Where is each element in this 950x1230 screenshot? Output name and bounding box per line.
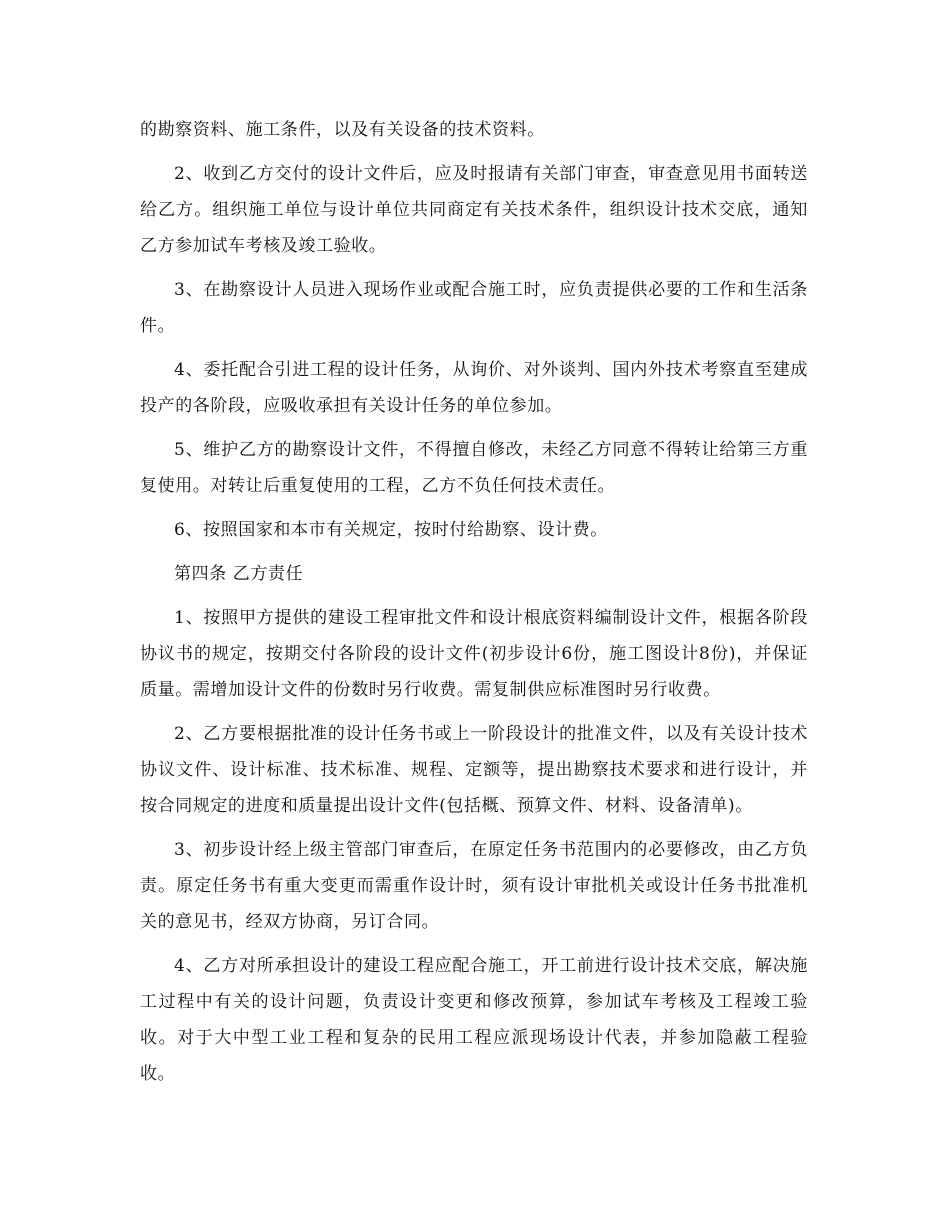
paragraph-party-b-2: 2、乙方要根据批准的设计任务书或上一阶段设计的批准文件，以及有关设计技术协议文件、设计标准、技术标准、规程、定额等，提出勘察技术要求和进行设计，并按合同规定的进度和质量提出设计文件(包括概、预算文件、材料、设备清单)。 [140, 724, 808, 816]
paragraph-party-b-4: 4、乙方对所承担设计的建设工程应配合施工，开工前进行设计技术交底，解决施工过程中有关的设计问题，负责设计变更和修改预算，参加试车考核及工程竣工验收。对于大中型工业工程和复杂的民用工程应派现场设计代表，并参加隐蔽工程验收。 [140, 956, 808, 1084]
paragraph-party-b-1: 1、按照甲方提供的建设工程审批文件和设计根底资料编制设计文件，根据各阶段协议书的规定，按期交付各阶段的设计文件(初步设计6份，施工图设计8份)，并保证质量。需增加设计文件的份数时另行收费。需复制供应标准图时另行收费。 [140, 608, 808, 700]
paragraph-clause-5: 5、维护乙方的勘察设计文件，不得擅自修改，未经乙方同意不得转让给第三方重复使用。对转让后重复使用的工程，乙方不负任何技术责任。 [140, 440, 808, 496]
section-heading-article-4: 第四条 乙方责任 [174, 564, 304, 584]
paragraph-continuation: 的勘察资料、施工条件，以及有关设备的技术资料。 [140, 120, 545, 140]
paragraph-clause-4: 4、委托配合引进工程的设计任务，从询价、对外谈判、国内外技术考察直至建成投产的各阶段，应吸收承担有关设计任务的单位参加。 [140, 360, 808, 416]
paragraph-clause-3: 3、在勘察设计人员进入现场作业或配合施工时，应负责提供必要的工作和生活条件。 [140, 280, 808, 336]
paragraph-clause-6: 6、按照国家和本市有关规定，按时付给勘察、设计费。 [174, 520, 608, 540]
paragraph-party-b-3: 3、初步设计经上级主管部门审查后，在原定任务书范围内的必要修改，由乙方负责。原定任务书有重大变更而需重作设计时，须有设计审批机关或设计任务书批准机关的意见书，经双方协商，另订合同。 [140, 840, 808, 932]
paragraph-clause-2: 2、收到乙方交付的设计文件后，应及时报请有关部门审查，审查意见用书面转送给乙方。组织施工单位与设计单位共同商定有关技术条件，组织设计技术交底，通知乙方参加试车考核及竣工验收。 [140, 164, 808, 256]
document-body [140, 112, 808, 1100]
